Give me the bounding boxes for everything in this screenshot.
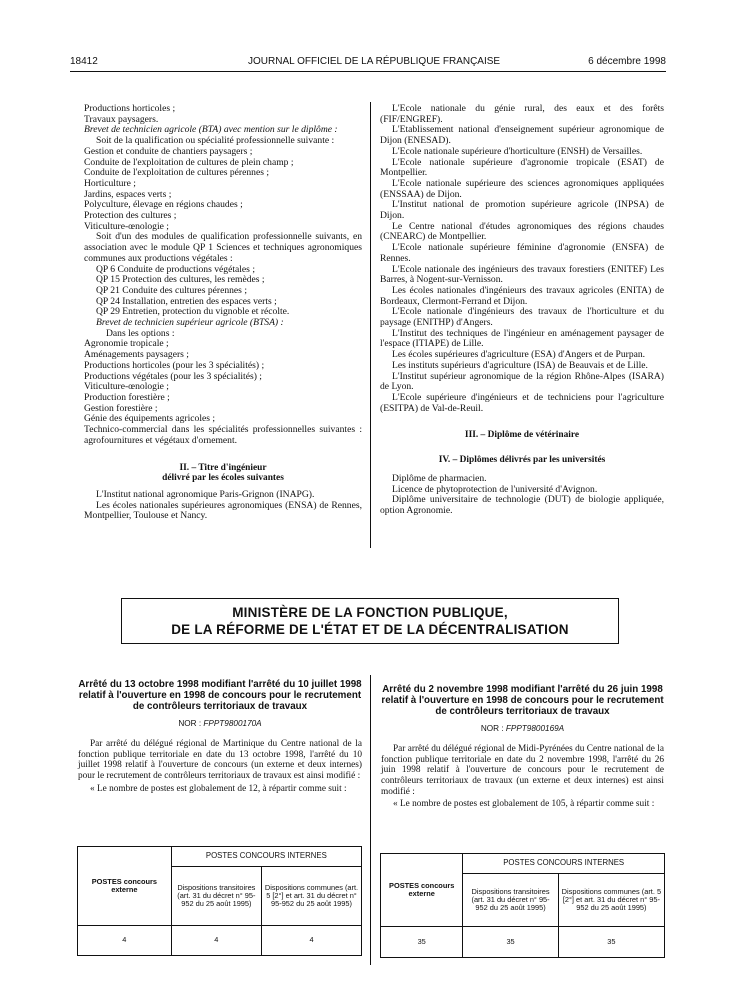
- text-paragraph: L'Institut supérieur agronomique de la région Rhône-Alpes (ISARA) de Lyon.: [380, 370, 664, 393]
- group-header-internes: POSTES CONCOURS INTERNES: [463, 854, 665, 874]
- text-paragraph: Les écoles supérieures d'agriculture (ESA) d'Angers et de Purpan.: [392, 349, 646, 361]
- column-divider: [370, 675, 371, 965]
- text-line: QP 6 Conduite de productions végétales ;: [96, 263, 255, 275]
- text-paragraph: L'Ecole nationale du génie rural, des eaux et des forêts (FIF/ENGREF).: [380, 103, 664, 125]
- text-line: Horticulture ;: [84, 177, 136, 189]
- text-line: Travaux paysagers.: [84, 113, 159, 125]
- col-header-externe: POSTES concours externe: [78, 847, 172, 926]
- value-communes: 4: [262, 925, 362, 955]
- arrete-right: [381, 684, 664, 810]
- ministry-line-2: DE LA RÉFORME DE L'ÉTAT ET DE LA DÉCENTRALISATION: [171, 622, 569, 637]
- posts-table-right: [380, 853, 665, 958]
- ministry-line-1: MINISTÈRE DE LA FONCTION PUBLIQUE,: [232, 605, 508, 620]
- text-line: Protection des cultures ;: [84, 210, 177, 222]
- text-line: Viticulture-œnologie ;: [84, 220, 169, 232]
- col-header-transitoires: Dispositions transitoires (art. 31 du décret n° 95-952 du 25 août 1995): [463, 874, 558, 927]
- text-line: Productions horticoles ;: [84, 103, 176, 114]
- section-subtitle: délivré par les écoles suivantes: [162, 473, 284, 484]
- text-paragraph: Soit d'un des modules de qualification professionnelle suivants, en association avec le module QP 1 Sciences et techniques agronomiques communes aux productions végétales :: [84, 231, 362, 264]
- text-paragraph: L'Ecole nationale d'ingénieurs des travaux de l'horticulture et du paysage (ENITHP) d'Angers.: [380, 306, 664, 329]
- text-line: QP 15 Protection des cultures, les remèdes ;: [96, 274, 265, 286]
- nor-code: FPPT9800169A: [505, 723, 565, 733]
- text-paragraph: L'Ecole nationale supérieure féminine d'agronomie (ENSFA) de Rennes.: [380, 242, 664, 264]
- text-line: Gestion forestière ;: [84, 402, 158, 414]
- text-paragraph: Les écoles nationales d'ingénieurs des travaux agricoles (ENITA) de Bordeaux, Clermont-Ferrand et Dijon.: [380, 284, 664, 307]
- text-paragraph: Les instituts supérieurs d'agriculture (ISA) de Beauvais et de Lille.: [392, 359, 648, 371]
- col-header-transitoires: Dispositions transitoires (art. 31 du décret n° 95-952 du 25 août 1995): [171, 867, 261, 926]
- text-paragraph: L'Ecole nationale supérieure des sciences agronomiques appliquées (ENSSAA) de Dijon.: [380, 177, 664, 200]
- value-communes: 35: [558, 926, 664, 957]
- col-header-communes: Dispositions communes (art. 5 [2°] et art. 31 du décret n° 95-952 du 25 août 1995): [262, 867, 362, 926]
- text-paragraph: Les écoles nationales supérieures agronomiques (ENSA) de Rennes, Montpellier, Toulouse et Nancy.: [84, 499, 362, 522]
- ministry-heading-box: [121, 598, 619, 644]
- nor-label: NOR :: [480, 723, 504, 733]
- value-transitoires: 35: [463, 926, 558, 957]
- text-line: Polyculture, élevage en régions chaudes ;: [84, 199, 243, 211]
- text-line: Viticulture-œnologie ;: [84, 381, 169, 393]
- text-line: QP 21 Conduite des cultures pérennes ;: [96, 284, 247, 296]
- section-title: IV. – Diplômes délivrés par les universités: [438, 455, 606, 466]
- nor-code: FPPT9800170A: [203, 718, 262, 728]
- arrete-body: Par arrêté du délégué régional de Midi-Pyrénées du Centre national de la fonction publique territoriale en date du 2 novembre 1998, l'arrêté du 26 juin 1998 relatif à l'ouverture de concours pour le recrutement de contrôleurs territoriaux de travaux (un externe et deux internes) est ainsi modifié :: [381, 744, 664, 797]
- text-paragraph: Technico-commercial dans les spécialités professionnelles suivantes : agrofournitures et végétaux d'ornement.: [84, 424, 362, 446]
- nor-reference: [78, 719, 362, 730]
- arrete-title: Arrêté du 2 novembre 1998 modifiant l'arrêté du 26 juin 1998 relatif à l'ouverture en 1998 de concours pour le recrutement de contrôleurs territoriaux de travaux: [381, 684, 664, 718]
- text-line: Agronomie tropicale ;: [84, 338, 169, 350]
- text-line: Production forestière ;: [84, 391, 170, 403]
- right-column: [380, 104, 664, 517]
- text-paragraph: L'Etablissement national d'enseignement supérieur agronomique de Dijon (ENESAD).: [380, 124, 664, 147]
- nor-label: NOR :: [178, 718, 202, 728]
- page-header: [70, 56, 666, 72]
- text-line: Brevet de technicien supérieur agricole (BTSA) :: [96, 317, 284, 329]
- text-paragraph: L'Ecole nationale supérieure d'horticulture (ENSH) de Versailles.: [392, 145, 643, 157]
- journal-title: JOURNAL OFFICIEL DE LA RÉPUBLIQUE FRANÇAISE: [248, 56, 501, 67]
- section-title: II. – Titre d'ingénieur: [179, 462, 267, 473]
- text-line: Aménagements paysagers ;: [84, 349, 189, 361]
- text-line: Productions horticoles (pour les 3 spécialités) ;: [84, 359, 265, 371]
- text-line: Licence de phytoprotection de l'université d'Avignon.: [392, 483, 598, 495]
- text-paragraph: L'Ecole supérieure d'ingénieurs et de techniciens pour l'agriculture (ESITPA) de Val-de-Reuil.: [380, 391, 664, 414]
- column-divider: [370, 102, 371, 548]
- arrete-left: [78, 679, 362, 794]
- left-column: [84, 104, 362, 522]
- issue-date: 6 décembre 1998: [588, 56, 666, 67]
- arrete-title: Arrêté du 13 octobre 1998 modifiant l'arrêté du 10 juillet 1998 relatif à l'ouverture en 1998 de concours pour le recrutement de contrôleurs territoriaux de travaux: [78, 679, 362, 713]
- text-line: Conduite de l'exploitation de cultures pérennes ;: [84, 167, 270, 179]
- group-header-internes: POSTES CONCOURS INTERNES: [171, 847, 361, 867]
- col-header-externe: POSTES concours externe: [381, 854, 463, 927]
- section-title: III. – Diplôme de vétérinaire: [464, 430, 580, 441]
- text-paragraph: Le Centre national d'études agronomiques des régions chaudes (CNEARC) de Montpellier.: [380, 220, 664, 243]
- text-line: Conduite de l'exploitation de cultures de plein champ ;: [84, 156, 294, 168]
- text-paragraph: Diplôme universitaire de technologie (DUT) de biologie appliquée, option Agronomie.: [380, 494, 664, 516]
- text-line: Soit de la qualification ou spécialité professionnelle suivante :: [96, 135, 335, 147]
- text-line: L'Institut national agronomique Paris-Grignon (INAPG).: [96, 488, 315, 500]
- page-number: 18412: [70, 56, 98, 67]
- col-header-communes: Dispositions communes (art. 5 [2°] et art. 31 du décret n° 95-952 du 25 août 1995): [558, 874, 664, 927]
- value-externe: 35: [381, 926, 463, 957]
- text-line: Productions végétales (pour les 3 spécialités) ;: [84, 370, 262, 382]
- text-paragraph: L'Ecole nationale des ingénieurs des travaux forestiers (ENITEF) Les Barres, à Nogent-sur-Vernisson.: [380, 263, 664, 286]
- nor-reference: [381, 724, 664, 735]
- arrete-quote: « Le nombre de postes est globalement de 12, à répartir comme suit :: [90, 783, 347, 794]
- text-paragraph: L'Institut des techniques de l'ingénieur en aménagement paysager de l'espace (ITIAPE) de Lille.: [380, 327, 664, 350]
- posts-table-left: [77, 846, 362, 956]
- value-transitoires: 4: [171, 925, 261, 955]
- arrete-quote: « Le nombre de postes est globalement de 105, à répartir comme suit :: [393, 799, 655, 810]
- arrete-body: Par arrêté du délégué régional de Martinique du Centre national de la fonction publique territoriale en date du 13 octobre 1998, l'arrêté du 10 juillet 1998 relatif à l'ouverture de concours (un externe et deux internes) pour le recrutement de contrôleurs territoriaux de travaux est ainsi modifié :: [78, 739, 362, 781]
- text-line: Jardins, espaces verts ;: [84, 188, 172, 200]
- text-line: Dans les options :: [106, 327, 175, 339]
- text-paragraph: L'Ecole nationale supérieure d'agronomie tropicale (ESAT) de Montpellier.: [380, 156, 664, 179]
- text-line: Brevet de technicien agricole (BTA) avec mention sur le diplôme :: [84, 124, 338, 136]
- text-line: QP 29 Entretien, protection du vignoble et récolte.: [96, 306, 290, 318]
- text-paragraph: L'Institut national de promotion supérieure agricole (INPSA) de Dijon.: [380, 199, 664, 222]
- text-line: Diplôme de pharmacien.: [392, 472, 487, 484]
- text-line: QP 24 Installation, entretien des espaces verts ;: [96, 295, 277, 307]
- header-rule: [70, 71, 666, 72]
- text-line: Génie des équipements agricoles ;: [84, 413, 216, 425]
- text-line: Gestion et conduite de chantiers paysagers ;: [84, 145, 253, 157]
- value-externe: 4: [78, 925, 172, 955]
